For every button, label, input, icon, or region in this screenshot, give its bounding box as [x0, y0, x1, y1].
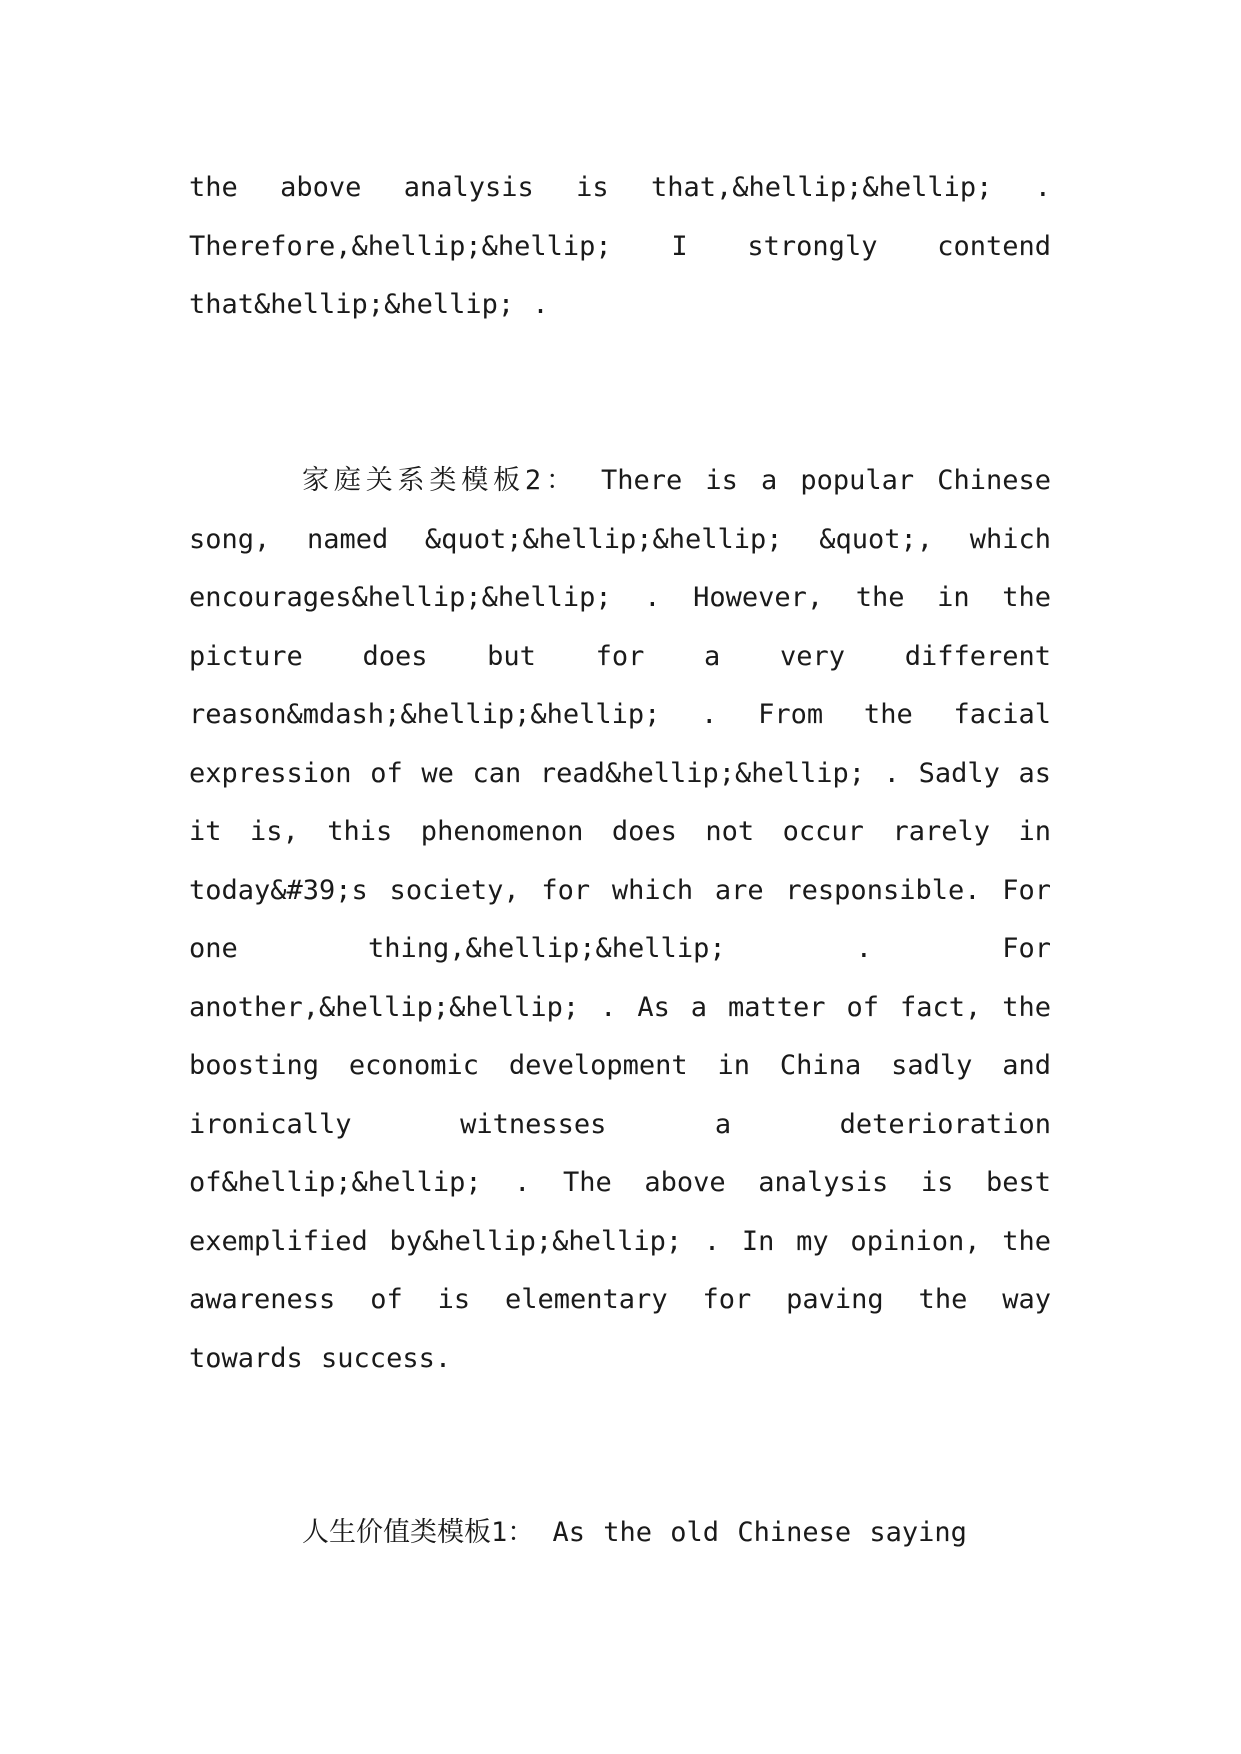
paragraph-continuation: the above analysis is that,&hellip;&hellip; . Therefore,&hellip;&hellip; I strongly contend that&hellip;&hellip; .	[189, 172, 1051, 320]
paragraph-life-value-template-1: 人生价值类模板1： As the old Chinese saying	[302, 1517, 967, 1548]
paragraph-family-template-2: 家庭关系类模板2： There is a popular Chinese song, named &quot;&hellip;&hellip; &quot;, which encourages&hellip;&hellip; . However, the in the picture does but for a very different reason&mdash;&hellip;&hellip; . From the facial expression of we can read&hellip;&hellip; . Sadly as it is, this phenomenon does not occur rarely in today&#39;s society, for which are responsible. For one thing,&hellip;&hellip; . For another,&hellip;&hellip; . As a matter of fact, the boosting economic development in China sadly and ironically witnesses a deterioration of&hellip;&hellip; . The above analysis is best exemplified by&hellip;&hellip; . In my opinion, the awareness of is elementary for paving the way towards success.	[189, 465, 1051, 1374]
